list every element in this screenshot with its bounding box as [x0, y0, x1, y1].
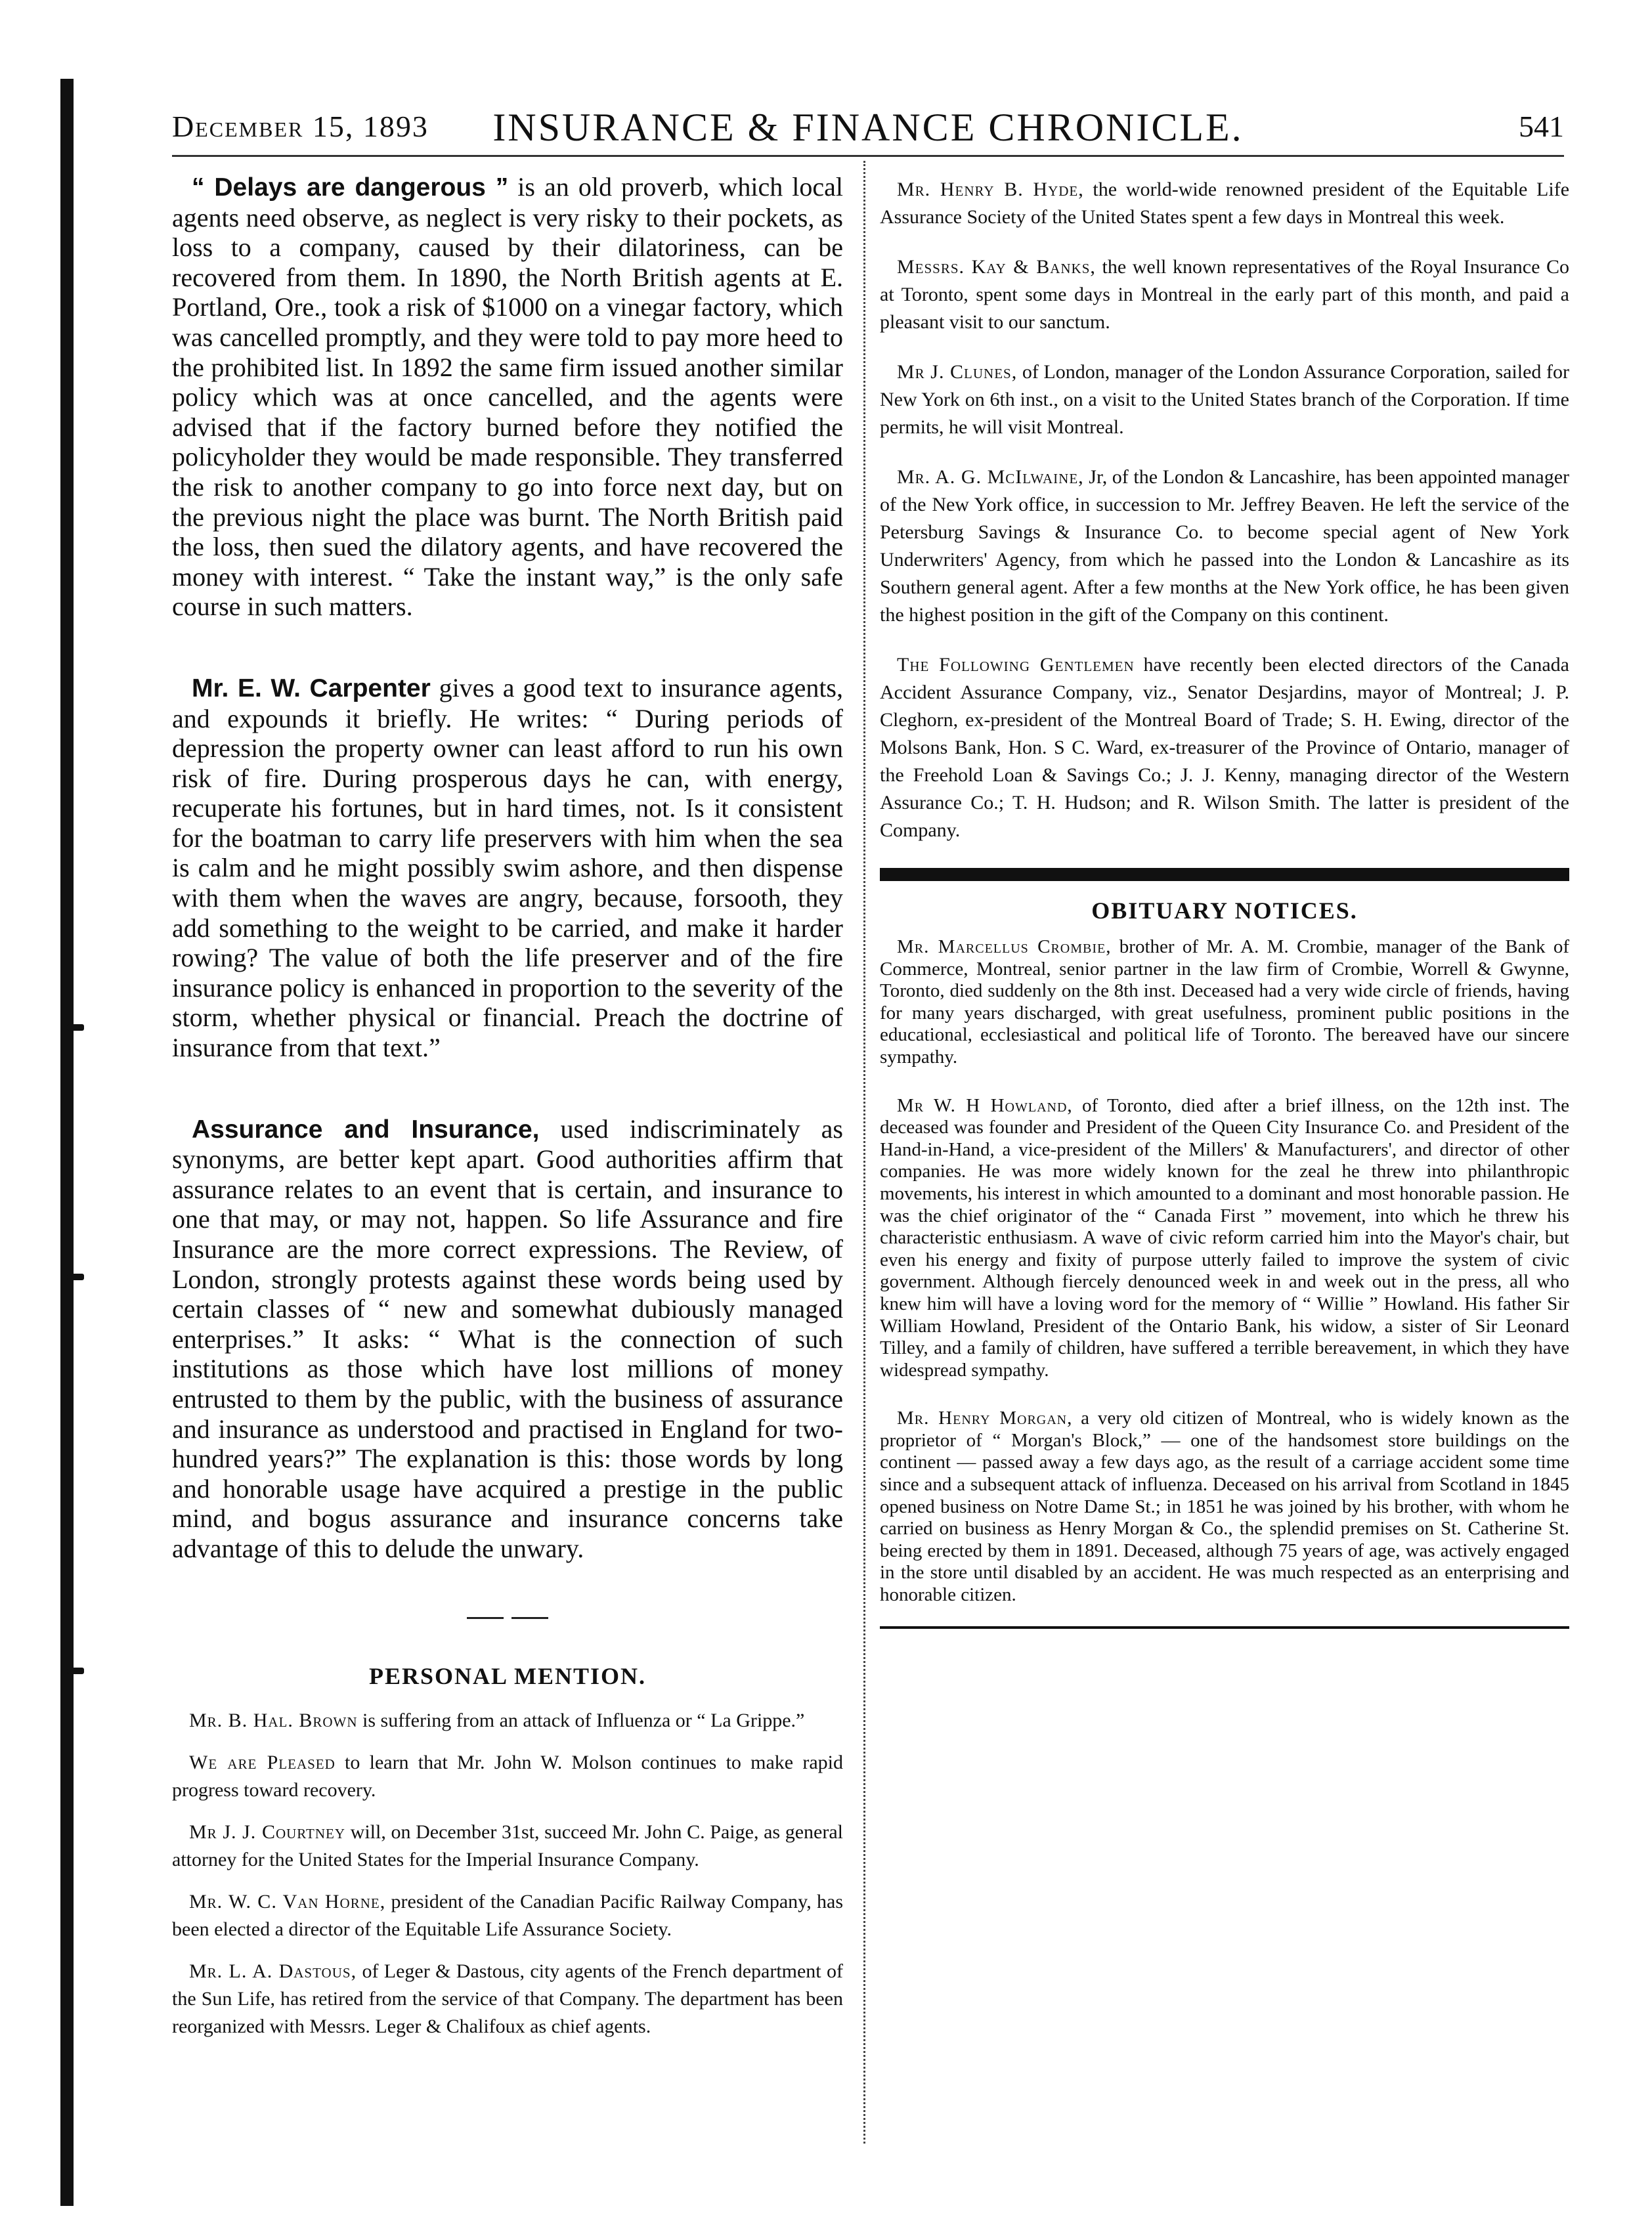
obituary-item	[880, 1095, 1569, 1382]
item-body: of London, manager of the London Assurance Corporation, sailed for New York on 6th inst., on a visit to the United States branch of the Corporation. If time permits, he will visit Montreal.	[880, 361, 1569, 438]
obituary-item	[880, 936, 1569, 1069]
article-assurance	[172, 1114, 843, 1564]
personal-item	[880, 651, 1569, 844]
item-lead: Mr J. Clunes,	[897, 361, 1018, 383]
personal-item	[172, 1819, 843, 1874]
item-body: president of the Canadian Pacific Railway Company, has been elected a director of the Equitable Life Assurance Society.	[172, 1890, 844, 1940]
item-body: Jr, of the London & Lancashire, has been appointed manager of the New York office, in succession to Mr. Jeffrey Beaven. He left the service of the Petersburg Savings & Insurance Co. to become special agent of New York Underwriters' Agency, from which he passed into the London & Lancashire as its Southern general agent. After a few months at the New York office, he has been given the highest position in the gift of the Company on this continent.	[880, 466, 1570, 626]
item-lead: Mr. B. Hal. Brown	[189, 1709, 358, 1731]
item-body: will, on December 31st, succeed Mr. John C. Paige, as general attorney for the United States for the Imperial Insurance Company.	[172, 1821, 843, 1870]
article-lead: Mr. E. W. Carpenter	[192, 674, 431, 702]
article-lead: Assurance and Insurance,	[192, 1115, 540, 1144]
item-lead: We are Pleased	[189, 1751, 336, 1773]
item-body: of Toronto, died after a brief illness, on the 12th inst. The deceased was founder and President of the Queen City Insurance Co. and President of the Hand-in-Hand, a vice-president of the Millers' & Manufacturers', and director of other companies. He was more widely known for the zeal he threw into philanthropic movements, his interest in which amounted to a dominant and most honorable passion. He was the chief originator of the “ Canada First ” movement, into which he threw his characteristic enthusiasm. A wave of civic reform carried him into the Mayor's chair, but even his energy and fixity of purpose utterly failed to improve the system of civic government. Although fiercely denounced week in and week out in the press, all who knew him will have a loving word for the memory of “ Willie ” Howland. His father Sir William Howland, President of the Ontario Bank, his widow, a sister of Sir Leonard Tilley, and a family of children, have suffered a terrible bereavement, in which they have widespread sympathy.	[880, 1094, 1569, 1381]
personal-item	[880, 176, 1569, 231]
personal-item	[172, 1888, 843, 1943]
item-body: to learn that Mr. John W. Molson continues to make rapid progress toward recovery.	[172, 1751, 843, 1801]
item-lead: Mr W. H Howland,	[897, 1094, 1073, 1116]
personal-item	[880, 358, 1569, 441]
item-lead: Mr. L. A. Dastous,	[189, 1960, 357, 1982]
item-body: the well known representatives of the Royal Insurance Co at Toronto, spent some days in Montreal in the early part of this month, and paid a pleasant visit to our sanctum.	[880, 256, 1569, 333]
obituary-bottom-rule	[880, 1626, 1569, 1629]
article-body: is an old proverb, which local agents need observe, as neglect is very risky to their pockets, as loss to a company, caused by their dilatoriness, can be recovered from them. In 1890, the North British agents at E. Portland, Ore., took a risk of $1000 on a vinegar factory, which was cancelled promptly, and they were told to pay more heed to the prohibited list. In 1892 the same firm issued another similar policy which was at once cancelled, and the agents were advised that if the factory burned before they notified the policyholder they would be made responsible. They transferred the risk to another company to go into force next day, but on the previous night the place was burnt. The North British paid the loss, then sued the dilatory agents, and have recovered the money with interest. “ Take the instant way,” is the only safe course in such matters.	[172, 172, 843, 622]
page-number: 541	[1519, 110, 1564, 143]
issue-date: December 15, 1893	[172, 110, 429, 143]
obituary-top-rule	[880, 868, 1569, 881]
item-lead: Mr. Henry B. Hyde,	[897, 179, 1084, 200]
article-carpenter	[172, 673, 843, 1063]
personal-item	[172, 1958, 843, 2040]
section-separator	[172, 1612, 843, 1624]
item-lead: Mr. Marcellus Crombie,	[897, 936, 1112, 957]
item-lead: The Following Gentlemen	[897, 654, 1135, 676]
article-lead: “ Delays are dangerous ”	[192, 173, 509, 202]
obituary-item	[880, 1408, 1569, 1606]
item-lead: Mr. A. G. McIlwaine,	[897, 466, 1084, 488]
running-head	[172, 105, 1564, 158]
item-body: of Leger & Dastous, city agents of the French department of the Sun Life, has retired from the service of that Company. The department has been reorganized with Messrs. Leger & Chalifoux as chief agents.	[172, 1960, 843, 2037]
obituary-heading: OBITUARY NOTICES.	[1091, 897, 1358, 924]
item-lead: Mr. Henry Morgan,	[897, 1408, 1073, 1429]
item-body: is suffering from an attack of Influenza or “ La Grippe.”	[357, 1709, 805, 1731]
item-lead: Mr. W. C. Van Horne,	[189, 1890, 386, 1912]
article-body: gives a good text to insurance agents, and expounds it briefly. He writes: “ During periods of depression the property owner can least afford to run his own risk of fire. During prosperous days he can, with energy, recuperate his fortunes, but in hard times, not. Is it consistent for the boatman to carry life preservers with him when the sea is calm and he might possibly swim ashore, and then dispense with them when the waves are angry, because, forsooth, they add something to the weight to be carried, and make it harder rowing? The value of both the life preserver and of the fire insurance policy is enhanced in proportion to the severity of the storm, whether physical or financial. Preach the doctrine of insurance from that text.”	[172, 672, 844, 1063]
right-column	[880, 176, 1569, 1629]
personal-item	[880, 253, 1569, 336]
item-body: a very old citizen of Montreal, who is widely known as the proprietor of “ Morgan's Block,” — one of the handsomest store buildings on the continent — passed away a few days ago, as the result of a carriage accident some time since and a subsequent attack of influenza. Deceased on his arrival from Scotland in 1845 opened business on Notre Dame St.; in 1851 he was joined by his brother, with whom he carried on business as Henry Morgan & Co., the splendid premises on St. Catherine St. being erected by them in 1891. Deceased, although 75 years of age, was actively engaged in the store until disabled by an accident. He was much respected as an enterprising and honorable citizen.	[880, 1408, 1570, 1606]
item-lead: Mr J. J. Courtney	[189, 1821, 346, 1843]
header-rule	[172, 155, 1564, 157]
publication-title: INSURANCE & FINANCE CHRONICLE.	[492, 106, 1244, 149]
personal-item	[880, 464, 1569, 629]
article-delays	[172, 172, 843, 622]
column-divider	[863, 161, 865, 2144]
personal-mention-heading: PERSONAL MENTION.	[368, 1662, 647, 1689]
article-body: used indiscriminately as synonyms, are better kept apart. Good authorities affirm that assurance relates to an event that is certain, and insurance to one that may, or may not, happen. So life Assurance and fire Insurance are the more correct expressions. The Review, of London, strongly protests against these words being used by certain classes of “ new and somewhat dubiously managed enterprises.” It asks: “ What is the connection of such institutions as those which have lost millions of money entrusted to them by the public, with the business of assurance and insurance as understood and practised in England for two-hundred years?” The explanation is this: those words by long and honorable usage have acquired a prestige in the public mind, and bogus assurance and insurance concerns take advantage of this to delude the unwary.	[172, 1113, 843, 1563]
binding-mark	[67, 1668, 84, 1674]
item-body: brother of Mr. A. M. Crombie, manager of the Bank of Commerce, Montreal, senior partner in the law firm of Crombie, Worrell & Gwynne, Toronto, died suddenly on the 8th inst. Deceased had a very wide circle of friends, having for many years discharged, with great usefulness, prominent public positions in the educational, ecclesiastical and political life of Toronto. The bereaved have our sincere sympathy.	[880, 936, 1569, 1068]
item-body: the world-wide renowned president of the Equitable Life Assurance Society of the United States spent a few days in Montreal this week.	[880, 179, 1570, 228]
item-lead: Messrs. Kay & Banks,	[897, 256, 1096, 278]
item-body: have recently been elected directors of the Canada Accident Assurance Company, viz., Senator Desjardins, mayor of Montreal; J. P. Cleghorn, ex-president of the Montreal Board of Trade; S. H. Ewing, director of the Molsons Bank, Hon. S C. Ward, ex-treasurer of the Province of Ontario, manager of the Freehold Loan & Savings Co.; J. J. Kenny, managing director of the Western Assurance Co.; T. H. Hudson; and R. Wilson Smith. The latter is president of the Company.	[880, 654, 1569, 841]
binding-mark	[67, 1024, 84, 1031]
binding-edge-rule	[60, 79, 74, 2206]
left-column	[172, 172, 843, 2040]
binding-mark	[67, 1274, 84, 1280]
personal-item	[172, 1749, 843, 1804]
personal-item	[172, 1707, 843, 1735]
